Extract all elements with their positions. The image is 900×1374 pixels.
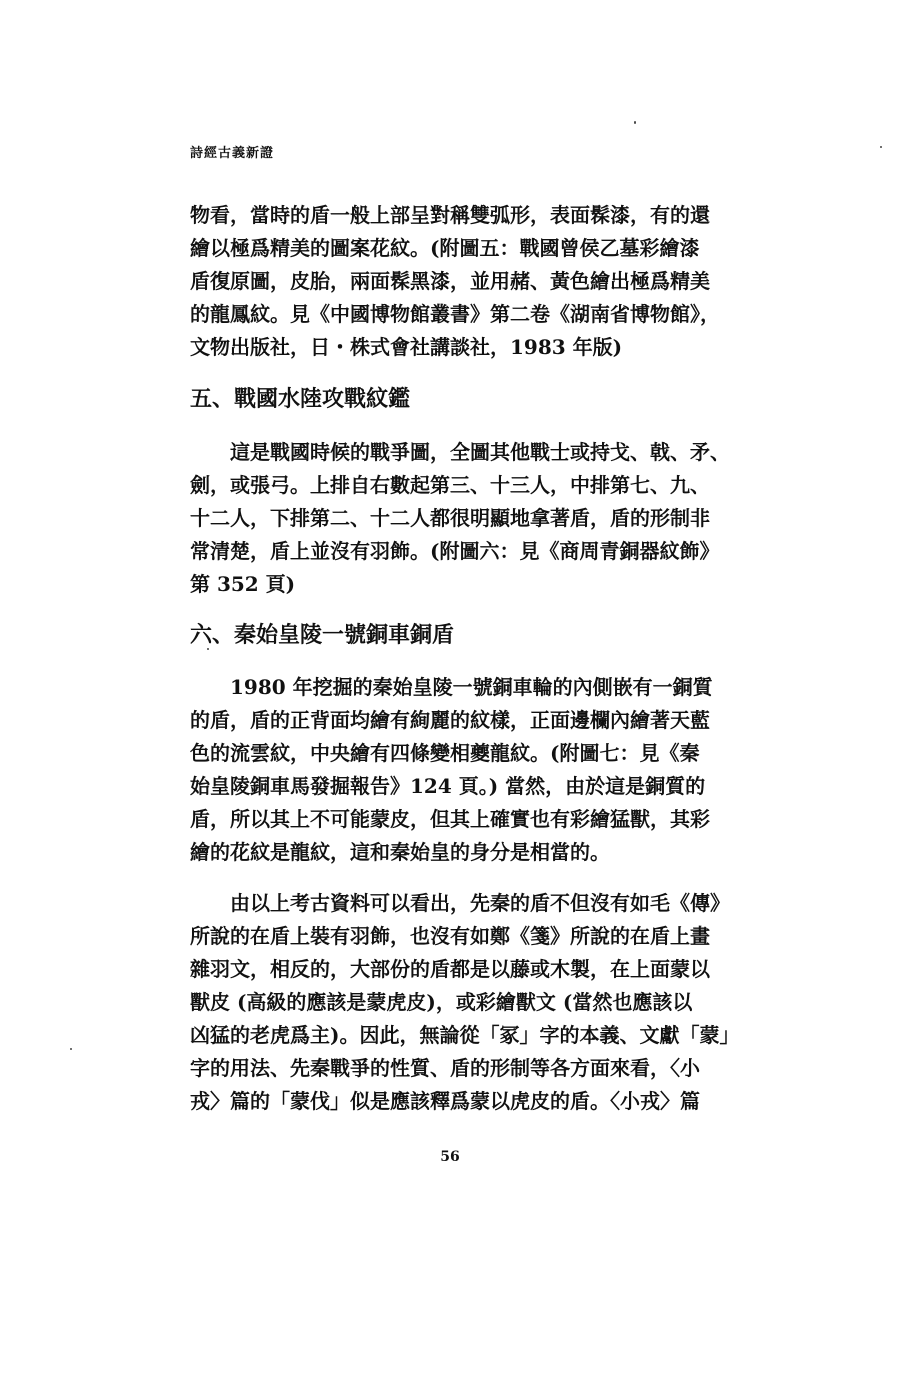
scan-speck — [880, 146, 882, 148]
text-line: 這是戰國時候的戰爭圖，全圖其他戰士或持戈、戟、矛、 — [230, 440, 730, 464]
section-heading-6: 六、秦始皇陵一號銅車銅盾 — [190, 622, 455, 648]
text-line: 第 352 頁) — [190, 572, 296, 596]
text-line: 凶猛的老虎爲主)。因此，無論從「冢」字的本義、文獻「蒙」 — [190, 1023, 740, 1047]
text-line: 盾復原圖，皮胎，兩面髹黑漆，並用赭、黃色繪出極爲精美 — [190, 269, 710, 293]
text-line: 所說的在盾上裝有羽飾，也沒有如鄭《箋》所說的在盾上畫 — [190, 924, 710, 948]
text-line: 文物出版社，日・株式會社講談社，1983 年版) — [190, 335, 623, 359]
paragraph-4 — [190, 887, 770, 1118]
text-line: 十二人，下排第二、十二人都很明顯地拿著盾，盾的形制非 — [190, 506, 710, 530]
paragraph-3 — [190, 671, 770, 869]
paragraph-1 — [190, 199, 770, 364]
text-line: 物看，當時的盾一般上部呈對稱雙弧形，表面髹漆，有的還 — [190, 203, 710, 227]
text-line: 劍，或張弓。上排自右數起第三、十三人，中排第七、九、 — [190, 473, 710, 497]
scan-speck — [207, 648, 209, 650]
text-line: 色的流雲紋，中央繪有四條變相夔龍紋。(附圖七：見《秦 — [190, 741, 700, 765]
text-line: 的盾，盾的正背面均繪有絢麗的紋樣，正面邊欄內繪著天藍 — [190, 708, 710, 732]
text-line: 繪以極爲精美的圖案花紋。(附圖五：戰國曾侯乙墓彩繪漆 — [190, 236, 700, 260]
text-line: 1980 年挖掘的秦始皇陵一號銅車輪的內側嵌有一銅質 — [230, 675, 713, 699]
paragraph-2 — [190, 436, 770, 601]
scan-speck — [634, 121, 636, 124]
text-line: 常清楚，盾上並沒有羽飾。(附圖六：見《商周青銅器紋飾》 — [190, 539, 720, 563]
section-heading-5: 五、戰國水陸攻戰紋鑑 — [190, 386, 411, 412]
text-line: 由以上考古資料可以看出，先秦的盾不但沒有如毛《傳》 — [230, 891, 730, 915]
running-header: 詩經古義新證 — [190, 146, 275, 161]
text-line: 盾，所以其上不可能蒙皮，但其上確實也有彩繪猛獸，其彩 — [190, 807, 710, 831]
text-line: 繪的花紋是龍紋，這和秦始皇的身分是相當的。 — [190, 840, 610, 864]
page-number: 56 — [440, 1149, 460, 1165]
text-line: 始皇陵銅車馬發掘報告》124 頁。) 當然，由於這是銅質的 — [190, 774, 706, 798]
scan-speck — [70, 1048, 72, 1050]
text-line: 戎〉篇的「蒙伐」似是應該釋爲蒙以虎皮的盾。〈小戎〉篇 — [190, 1089, 700, 1113]
text-line: 雜羽文，相反的，大部份的盾都是以藤或木製，在上面蒙以 — [190, 957, 710, 981]
text-line: 字的用法、先秦戰爭的性質、盾的形制等各方面來看，〈小 — [190, 1056, 700, 1080]
text-line: 獸皮 (高級的應該是蒙虎皮)，或彩繪獸文 (當然也應該以 — [190, 990, 693, 1014]
text-line: 的龍鳳紋。見《中國博物館叢書》第二卷《湖南省博物館》， — [190, 302, 720, 326]
